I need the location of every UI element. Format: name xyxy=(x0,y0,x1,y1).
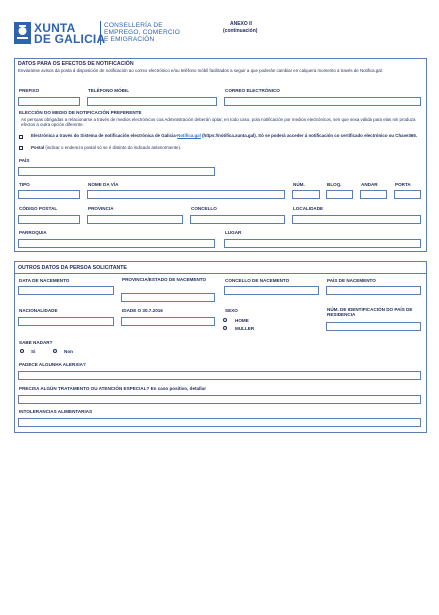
province-field[interactable] xyxy=(87,215,183,224)
locality-field[interactable] xyxy=(292,215,421,224)
mobile-label: TELÉFONO MÓBIL xyxy=(88,88,130,93)
birth-council-field[interactable] xyxy=(224,286,319,295)
dept-line1: CONSELLERÍA DE xyxy=(104,22,163,29)
choice-title: ELECCIÓN DO MEDIO DE NOTIFICACIÓN PREFERENTE xyxy=(19,110,142,115)
header-divider xyxy=(100,21,101,45)
sex-female-label: MULLER xyxy=(235,326,255,331)
prefix-label: PREFIXO xyxy=(19,88,40,93)
dept-line2: EMPREGO, COMERCIO xyxy=(104,29,180,36)
birth-council-label: CONCELLO DE NACEMENTO xyxy=(225,278,290,283)
electronic-option-text: Electrónica a través do Sistema de notificación electrónica de Galicia-Notifica.gal (https://notifica.xunta.gal). Só se poderá acceder á notificación co certificado electrónico ou Chave365. xyxy=(31,133,418,138)
number-field[interactable] xyxy=(292,190,320,199)
swim-yes-label: Si xyxy=(31,349,36,354)
block-field[interactable] xyxy=(326,190,353,199)
annex-title: ANEXO II xyxy=(230,21,252,27)
country-label: PAÍS xyxy=(19,158,30,163)
parish-field[interactable] xyxy=(18,239,215,248)
choice-text: As persoas obrigadas a relacionarse a través de medios electrónicos coa Administración deberán optar, en todo caso, pola notificación por medios electrónicos, sen que sexa válida para elas nin produza efectos a outra opción diferente. xyxy=(21,117,416,128)
swim-yes-radio[interactable] xyxy=(20,349,24,353)
number-label: NÚM. xyxy=(293,182,305,187)
birth-province-field[interactable] xyxy=(121,293,215,302)
postal-code-label: CÓDIGO POSTAL xyxy=(19,206,58,211)
country-field[interactable] xyxy=(18,167,215,176)
treatment-field[interactable] xyxy=(18,395,421,404)
postal-option-checkbox[interactable] xyxy=(19,146,23,150)
place-label: LUGAR xyxy=(225,230,242,235)
street-field[interactable] xyxy=(87,190,285,199)
birthdate-field[interactable] xyxy=(18,286,114,295)
birth-country-field[interactable] xyxy=(326,286,421,295)
allergy-field[interactable] xyxy=(18,371,421,380)
logo-line2: DE GALICIA xyxy=(34,32,106,46)
xunta-logo-icon xyxy=(14,22,31,44)
email-label: CORREO ELECTRÓNICO xyxy=(225,88,280,93)
nationality-label: NACIONALIDADE xyxy=(19,308,58,313)
street-label: NOME DA VÍA xyxy=(88,182,119,187)
nationality-field[interactable] xyxy=(18,317,114,326)
notifica-link[interactable]: Notifica.gal xyxy=(177,133,201,138)
door-field[interactable] xyxy=(394,190,421,199)
intolerance-label: INTOLERANCIAS ALIMENTARIAS xyxy=(19,409,93,414)
swim-no-label: Non xyxy=(64,349,73,354)
type-field[interactable] xyxy=(18,190,80,199)
birthdate-label: DATA DE NACEMENTO xyxy=(19,278,70,283)
id-number-field[interactable] xyxy=(326,322,421,331)
parish-label: PARROQUIA xyxy=(19,230,47,235)
block-label: BLOQ. xyxy=(327,182,342,187)
prefix-field[interactable] xyxy=(18,97,80,106)
age-field[interactable] xyxy=(121,317,215,326)
sex-label: SEXO xyxy=(225,308,238,313)
council-field[interactable] xyxy=(190,215,285,224)
postal-option-text: Postal (indicar o enderezo postal só se é distinto do indicado anteriormente). xyxy=(31,145,182,150)
notification-intro: Enviaranse avisos da posta á disposición de notificación ao correo electrónico e/ou teléfono móbil facilitados a seguir a que poderán cambiar en calquera momento a través de Notifica.gal: xyxy=(18,68,383,73)
birth-province-label: PROVINCIA/ESTADO DE NACEMENTO xyxy=(122,277,207,282)
mobile-field[interactable] xyxy=(87,97,217,106)
council-label: CONCELLO xyxy=(191,206,217,211)
age-label: IDADE O 30.7.2016 xyxy=(122,308,163,313)
locality-label: LOCALIDADE xyxy=(293,206,324,211)
treatment-label: PRECISA ALGÚN TRATAMENTO OU ATENCIÓN ESPECIAL? En caso positivo, detallar xyxy=(19,386,206,391)
id-number-label: NÚM. DE IDENTIFICACIÓN DO PAÍS DE RESIDENCIA xyxy=(327,307,413,318)
annex-subtitle: (continuación) xyxy=(223,28,258,34)
postal-code-field[interactable] xyxy=(18,215,80,224)
floor-label: ANDAR xyxy=(361,182,378,187)
sex-female-radio[interactable] xyxy=(223,326,227,330)
electronic-option-checkbox[interactable] xyxy=(19,135,23,139)
birth-country-label: PAÍS DE NACEMENTO xyxy=(327,278,376,283)
allergy-label: PADECE ALGUNHA ALERXIA? xyxy=(19,362,86,367)
place-field[interactable] xyxy=(224,239,421,248)
sex-male-label: HOME xyxy=(235,318,249,323)
swim-no-radio[interactable] xyxy=(53,349,57,353)
door-label: PORTA xyxy=(395,182,411,187)
floor-field[interactable] xyxy=(360,190,387,199)
dept-line3: E EMIGRACIÓN xyxy=(104,36,155,43)
intolerance-field[interactable] xyxy=(18,418,421,427)
swim-label: SABE NADAR? xyxy=(19,340,53,345)
notification-title: DATOS PARA OS EFECTOS DE NOTIFICACIÓN xyxy=(18,61,134,67)
person-title-rule xyxy=(14,273,427,274)
logo-line1: XUNTA xyxy=(34,21,76,35)
type-label: TIPO xyxy=(19,182,30,187)
province-label: PROVINCIA xyxy=(88,206,114,211)
person-title: OUTROS DATOS DA PERSOA SOLICITANTE xyxy=(18,265,127,271)
sex-male-radio[interactable] xyxy=(223,318,227,322)
email-field[interactable] xyxy=(224,97,421,106)
